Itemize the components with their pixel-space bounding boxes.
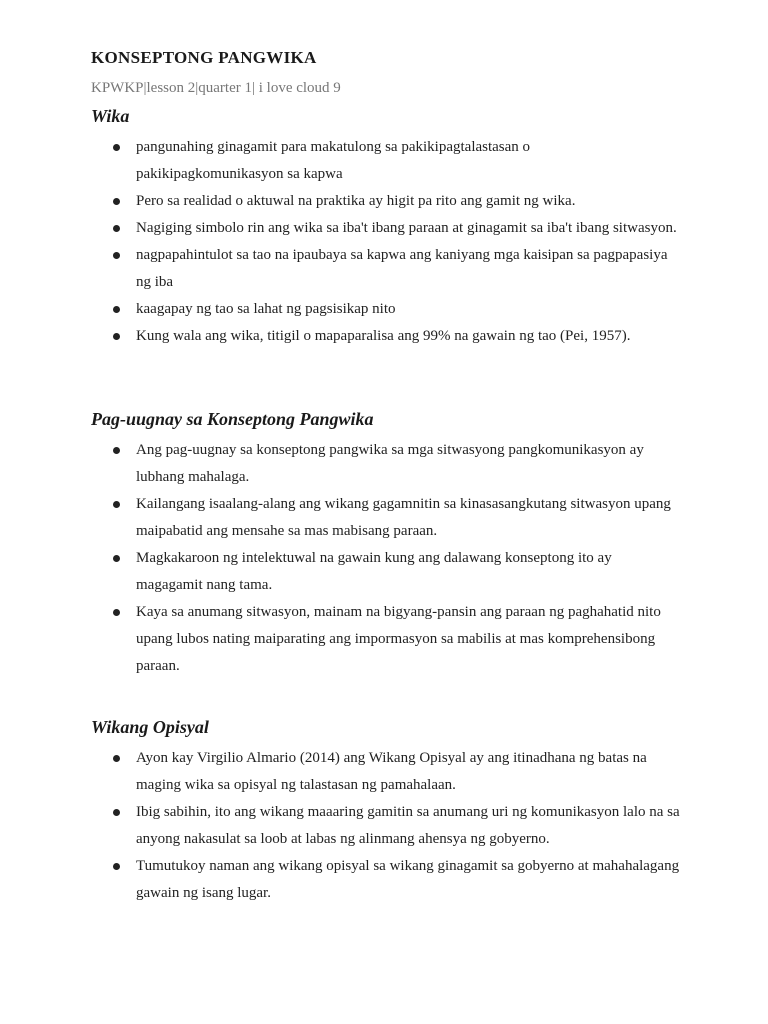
- bullet-list-pag-uugnay: [0, 437, 768, 680]
- bullet-icon: [113, 863, 120, 870]
- list-item-text: kaagapay ng tao sa lahat ng pagsisikap nito: [136, 301, 396, 317]
- section-heading-pag-uugnay: Pag-uugnay sa Konseptong Pangwika: [91, 409, 374, 429]
- bullet-icon: [113, 609, 120, 616]
- list-item: [0, 599, 768, 680]
- bullet-icon: [113, 306, 120, 313]
- document-subtitle: KPWKP|lesson 2|quarter 1| i love cloud 9: [91, 80, 341, 96]
- list-item-text: Kaya sa anumang sitwasyon, mainam na bigyang-pansin ang paraan ng paghahatid nito upang lubos nating maiparating ang impormasyon sa mabilis at mas komprehensibong paraan.: [136, 604, 661, 674]
- bullet-icon: [113, 555, 120, 562]
- list-item: [0, 799, 768, 853]
- bullet-icon: [113, 447, 120, 454]
- bullet-icon: [113, 198, 120, 205]
- section-heading-wika: Wika: [91, 106, 130, 126]
- list-item-text: Kung wala ang wika, titigil o mapaparalisa ang 99% na gawain ng tao (Pei, 1957).: [136, 328, 631, 344]
- list-item: [0, 215, 768, 242]
- list-item-text: pangunahing ginagamit para makatulong sa pakikipagtalastasan o pakikipagkomunikasyon sa kapwa: [136, 139, 531, 182]
- list-item-text: Pero sa realidad o aktuwal na praktika ay higit pa rito ang gamit ng wika.: [136, 193, 576, 209]
- list-item: [0, 745, 768, 799]
- bullet-icon: [113, 755, 120, 762]
- list-item: [0, 323, 768, 350]
- bullet-icon: [113, 225, 120, 232]
- list-item: [0, 296, 768, 323]
- list-item-text: Ang pag-uugnay sa konseptong pangwika sa mga sitwasyong pangkomunikasyon ay lubhang mahalaga.: [136, 442, 644, 485]
- bullet-list-wikang-opisyal: [0, 745, 768, 907]
- list-item-text: Tumutukoy naman ang wikang opisyal sa wikang ginagamit sa gobyerno at mahahalagang gawain ng isang lugar.: [136, 858, 680, 901]
- bullet-icon: [113, 252, 120, 259]
- bullet-icon: [113, 501, 120, 508]
- list-item-text: Nagiging simbolo rin ang wika sa iba't ibang paraan at ginagamit sa iba't ibang sitwasyon.: [136, 220, 677, 236]
- list-item-text: nagpapahintulot sa tao na ipaubaya sa kapwa ang kaniyang mga kaisipan sa pagpapasiya ng iba: [136, 247, 668, 290]
- list-item: [0, 134, 768, 188]
- list-item: [0, 242, 768, 296]
- bullet-list-wika: [0, 134, 768, 350]
- bullet-icon: [113, 144, 120, 151]
- list-item: [0, 437, 768, 491]
- list-item: [0, 545, 768, 599]
- list-item: [0, 188, 768, 215]
- bullet-icon: [113, 809, 120, 816]
- list-item-text: Ayon kay Virgilio Almario (2014) ang Wikang Opisyal ay ang itinadhana ng batas na maging wika sa opisyal ng talastasan ng pamahalaan.: [136, 750, 647, 793]
- list-item: [0, 491, 768, 545]
- document-title: KONSEPTONG PANGWIKA: [91, 48, 317, 67]
- list-item-text: Ibig sabihin, ito ang wikang maaaring gamitin sa anumang uri ng komunikasyon lalo na sa anyong nakasulat sa loob at labas ng alinmang ahensya ng gobyerno.: [136, 804, 680, 847]
- list-item-text: Magkakaroon ng intelektuwal na gawain kung ang dalawang konseptong ito ay magagamit nang tama.: [136, 550, 612, 593]
- list-item: [0, 853, 768, 907]
- list-item-text: Kailangang isaalang-alang ang wikang gagamnitin sa kinasasangkutang sitwasyon upang maipabatid ang mensahe sa mas mabisang paraan.: [136, 496, 671, 539]
- section-heading-wikang-opisyal: Wikang Opisyal: [91, 717, 209, 737]
- bullet-icon: [113, 333, 120, 340]
